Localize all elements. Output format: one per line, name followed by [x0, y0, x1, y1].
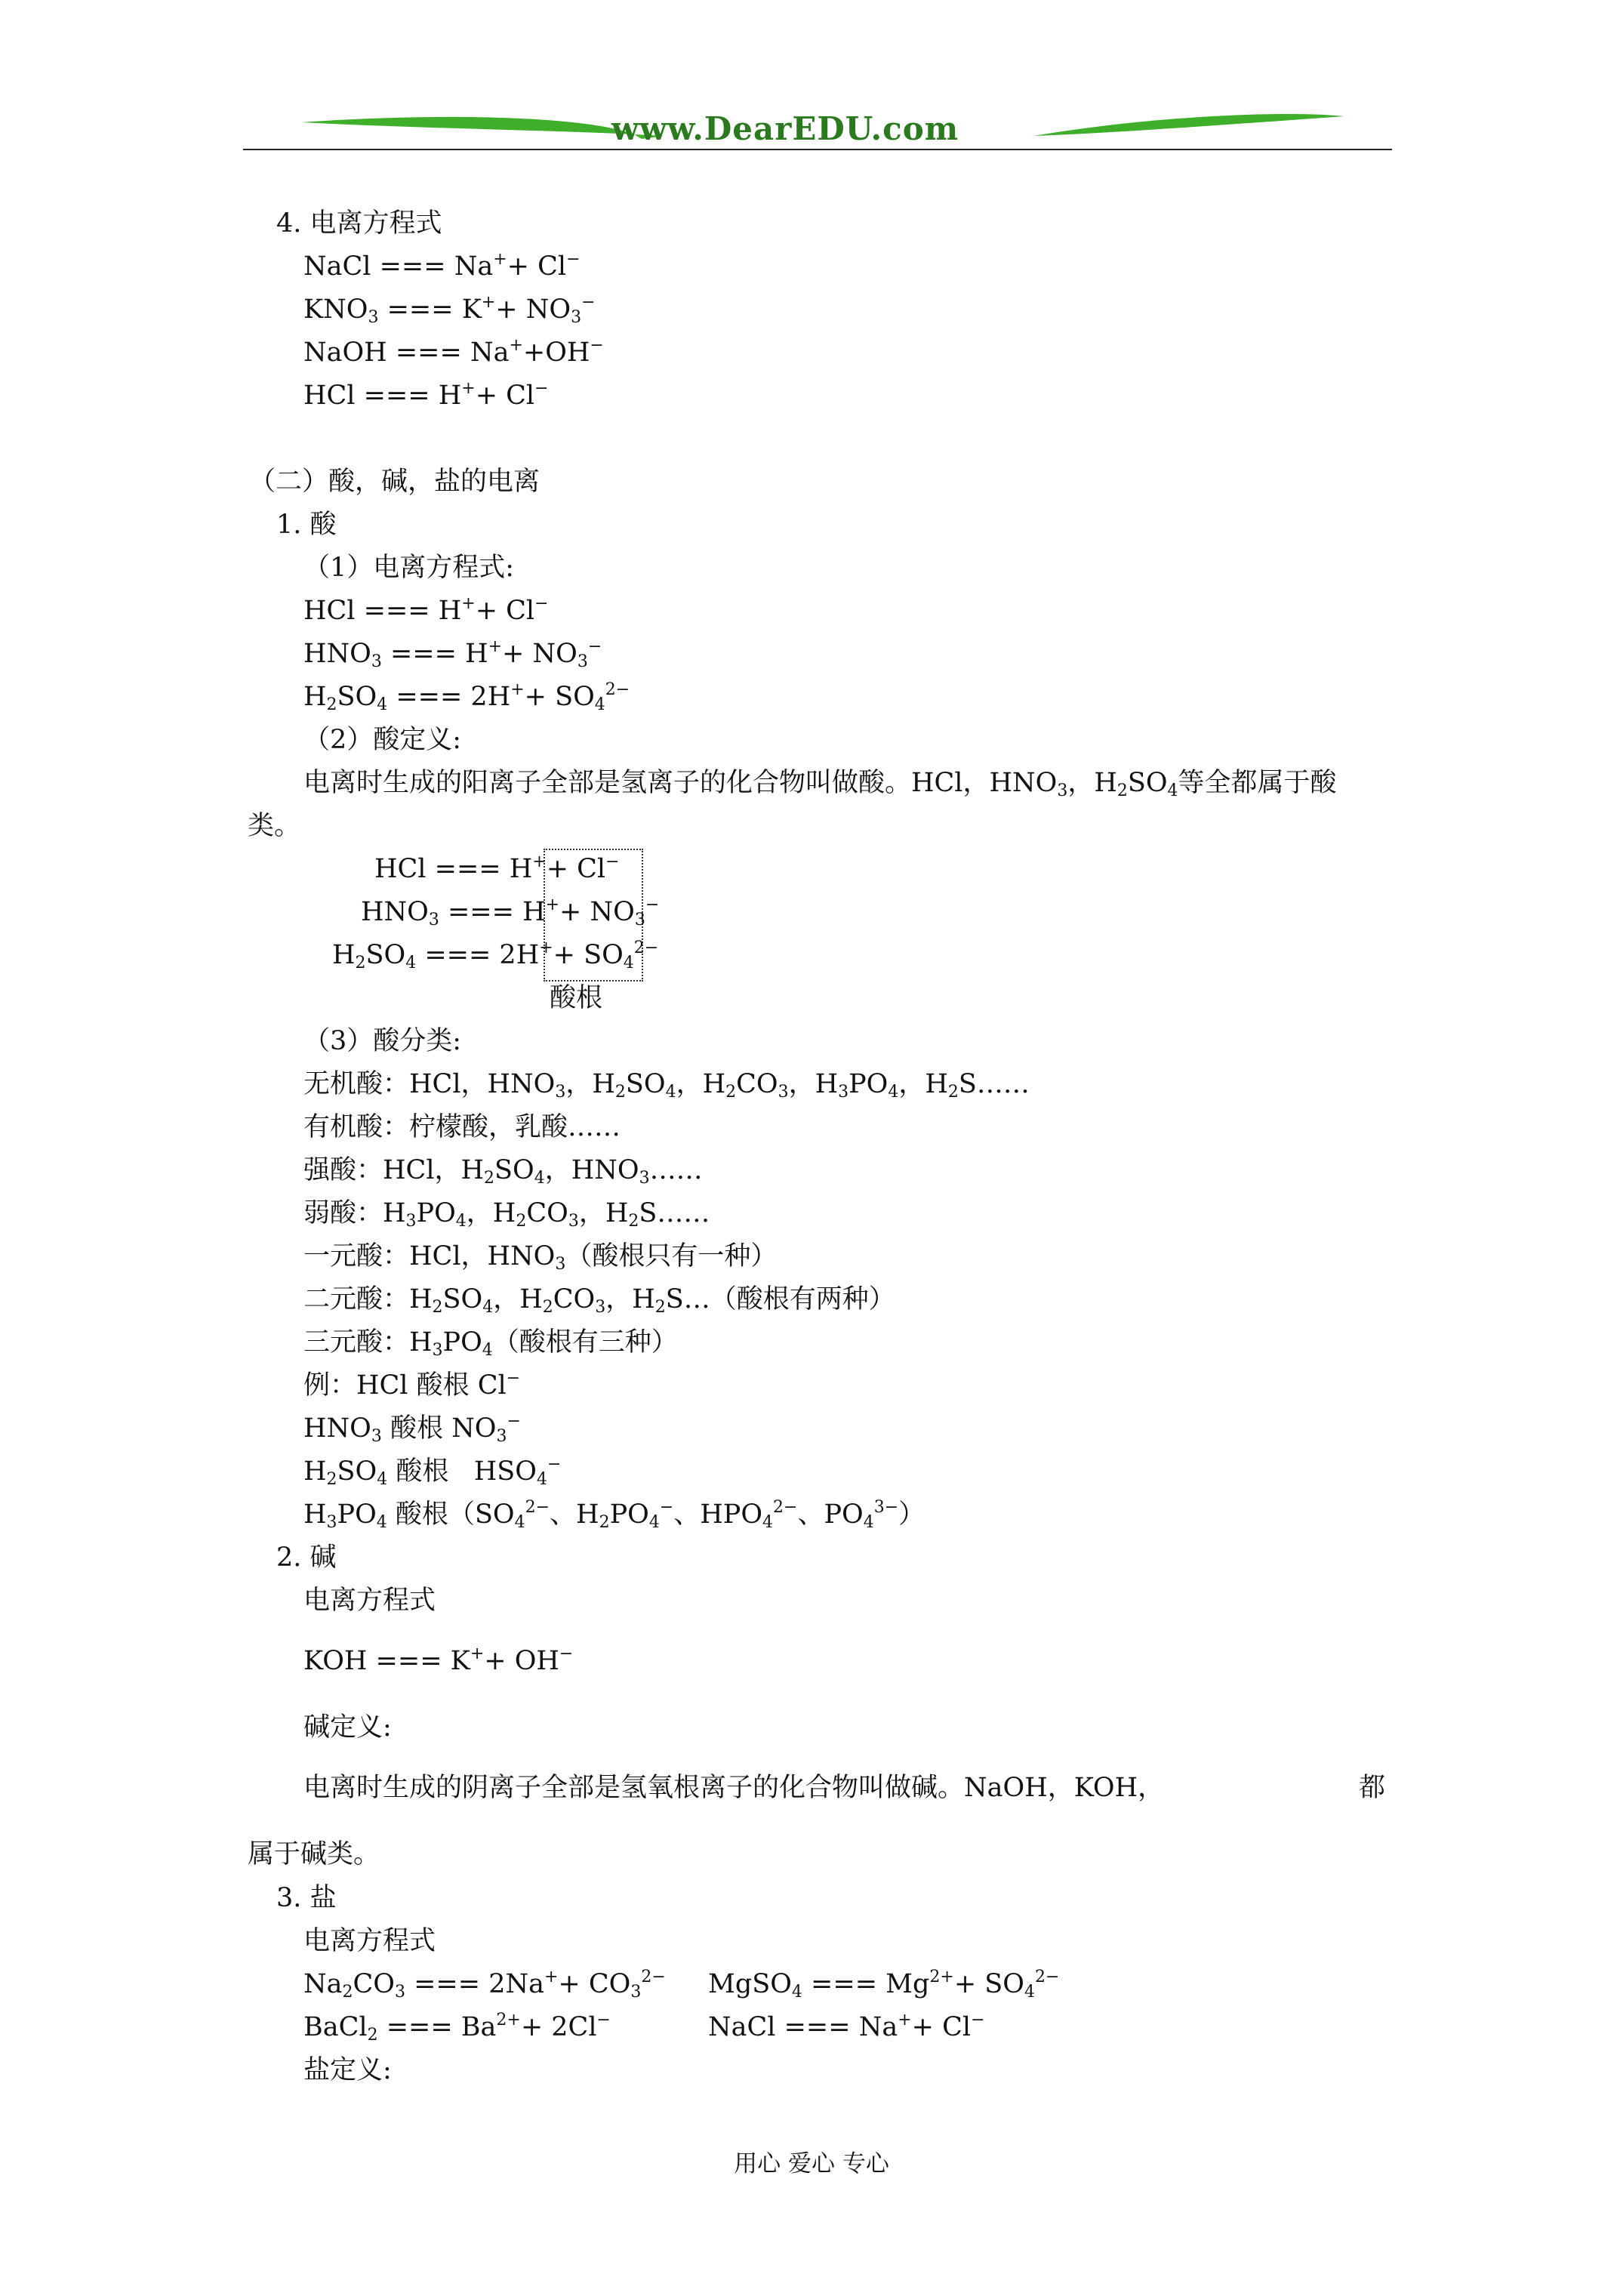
acid-diprotic: 二元酸：$H_2SO_4$，$H_2CO_3$，$H_2S\dots$（酸根有两种） — [303, 1284, 895, 1317]
part2-title: （二）酸，碱，盐的电离 — [249, 467, 540, 497]
acid-radical-label: 酸根 — [550, 983, 603, 1013]
salt-sub2: 盐定义: — [303, 2055, 392, 2085]
base-sub2: 碱定义: — [303, 1712, 392, 1743]
eq-hcl: HCl === H++ Cl− — [303, 379, 549, 411]
acid-sub3: （3）酸分类: — [303, 1026, 462, 1056]
acid-sub2: （2）酸定义: — [303, 725, 462, 755]
salt-sub1: 电离方程式 — [303, 1926, 436, 1956]
base-eq-koh: KOH === K++ OH− — [303, 1644, 574, 1676]
base-title: 2. 碱 — [276, 1542, 337, 1573]
salt-eq-nacl: NaCl === Na++ Cl− — [708, 2011, 985, 2042]
eq-naoh: NaOH === Na++OH− — [303, 336, 604, 368]
site-logo-text: www.DearEDU.com — [611, 110, 959, 147]
acid-eq-h2so4: $H_2SO_4$ === $2H^++ SO_4^{2-}$ — [303, 680, 630, 714]
acid-monoprotic: 一元酸：HCl，$HNO_3$（酸根只有一种） — [303, 1241, 778, 1274]
eq-nacl: NaCl === Na++ Cl− — [303, 250, 581, 282]
header-rule — [243, 149, 1392, 150]
page-footer: 用心 爱心 专心 — [734, 2150, 889, 2177]
acid-definition-cont: 类。 — [248, 811, 301, 841]
acid-title: 1. 酸 — [276, 510, 337, 540]
salt-eq-na2co3: $Na_2CO_3$ === $2Na^++ CO_3^{2-}$ — [303, 1968, 666, 2002]
example-h3po4: $H_3PO_4$ 酸根（$SO_4^{2-}$、$H_2PO_4^-$、$HPO_4^{2-}$、$PO_4^{3-}$） — [303, 1498, 925, 1532]
section-4-title: 4. 电离方程式 — [276, 208, 442, 239]
acid-sub1: （1）电离方程式: — [303, 553, 515, 583]
box-eq-hno3: $HNO_3$ === $H^++ NO_3^-$ — [361, 895, 660, 929]
base-definition-cont: 属于碱类。 — [248, 1839, 380, 1869]
base-definition-tail: 都 — [1359, 1773, 1386, 1803]
acid-triprotic: 三元酸：$H_3PO_4$（酸根有三种） — [303, 1327, 678, 1360]
acid-eq-hcl: HCl === H++ Cl− — [303, 594, 549, 626]
salt-title: 3. 盐 — [276, 1883, 337, 1913]
salt-eq-bacl2: BaCl$_2$ === $Ba^{2+}+ 2Cl^-$ — [303, 2011, 611, 2045]
acid-inorganic: 无机酸：HCl，$HNO_3$，$H_2SO_4$，$H_2CO_3$，$H_3PO_4$，$H_2S\dots\dots$ — [303, 1069, 1030, 1102]
acid-weak: 弱酸：$H_3PO_4$，$H_2CO_3$，$H_2S\dots\dots$ — [303, 1198, 710, 1231]
acid-eq-hno3: $HNO_3$ === $H^++ NO_3^-$ — [303, 637, 602, 671]
acid-definition: 电离时生成的阳离子全部是氢离子的化合物叫做酸。HCl，$HNO_3$，$H_2SO_4$等全都属于酸 — [303, 768, 1337, 800]
example-h2so4: $H_2SO_4$ 酸根 $HSO_4^-$ — [303, 1455, 562, 1489]
base-sub1: 电离方程式 — [303, 1586, 436, 1616]
box-eq-h2so4: $H_2SO_4$ === $2H^++ SO_4^{2-}$ — [332, 938, 659, 972]
example-hcl: 例：HCl 酸根 Cl− — [303, 1369, 521, 1401]
acid-strong: 强酸：HCl，$H_2SO_4$，$HNO_3\dots\dots$ — [303, 1155, 703, 1188]
example-hno3: $HNO_3$ 酸根 $NO_3^-$ — [303, 1412, 521, 1446]
salt-eq-mgso4: MgSO$_4$ === $Mg^{2+}+ SO_4^{2-}$ — [708, 1968, 1060, 2002]
base-definition: 电离时生成的阴离子全部是氢氧根离子的化合物叫做碱。NaOH，KOH， — [303, 1773, 1165, 1803]
acid-organic: 有机酸：柠檬酸，乳酸…… — [303, 1112, 621, 1142]
eq-kno3: $KNO_3$ === $K^++ NO_3^-$ — [303, 293, 596, 327]
box-eq-hcl: HCl === H++ Cl− — [374, 852, 620, 884]
